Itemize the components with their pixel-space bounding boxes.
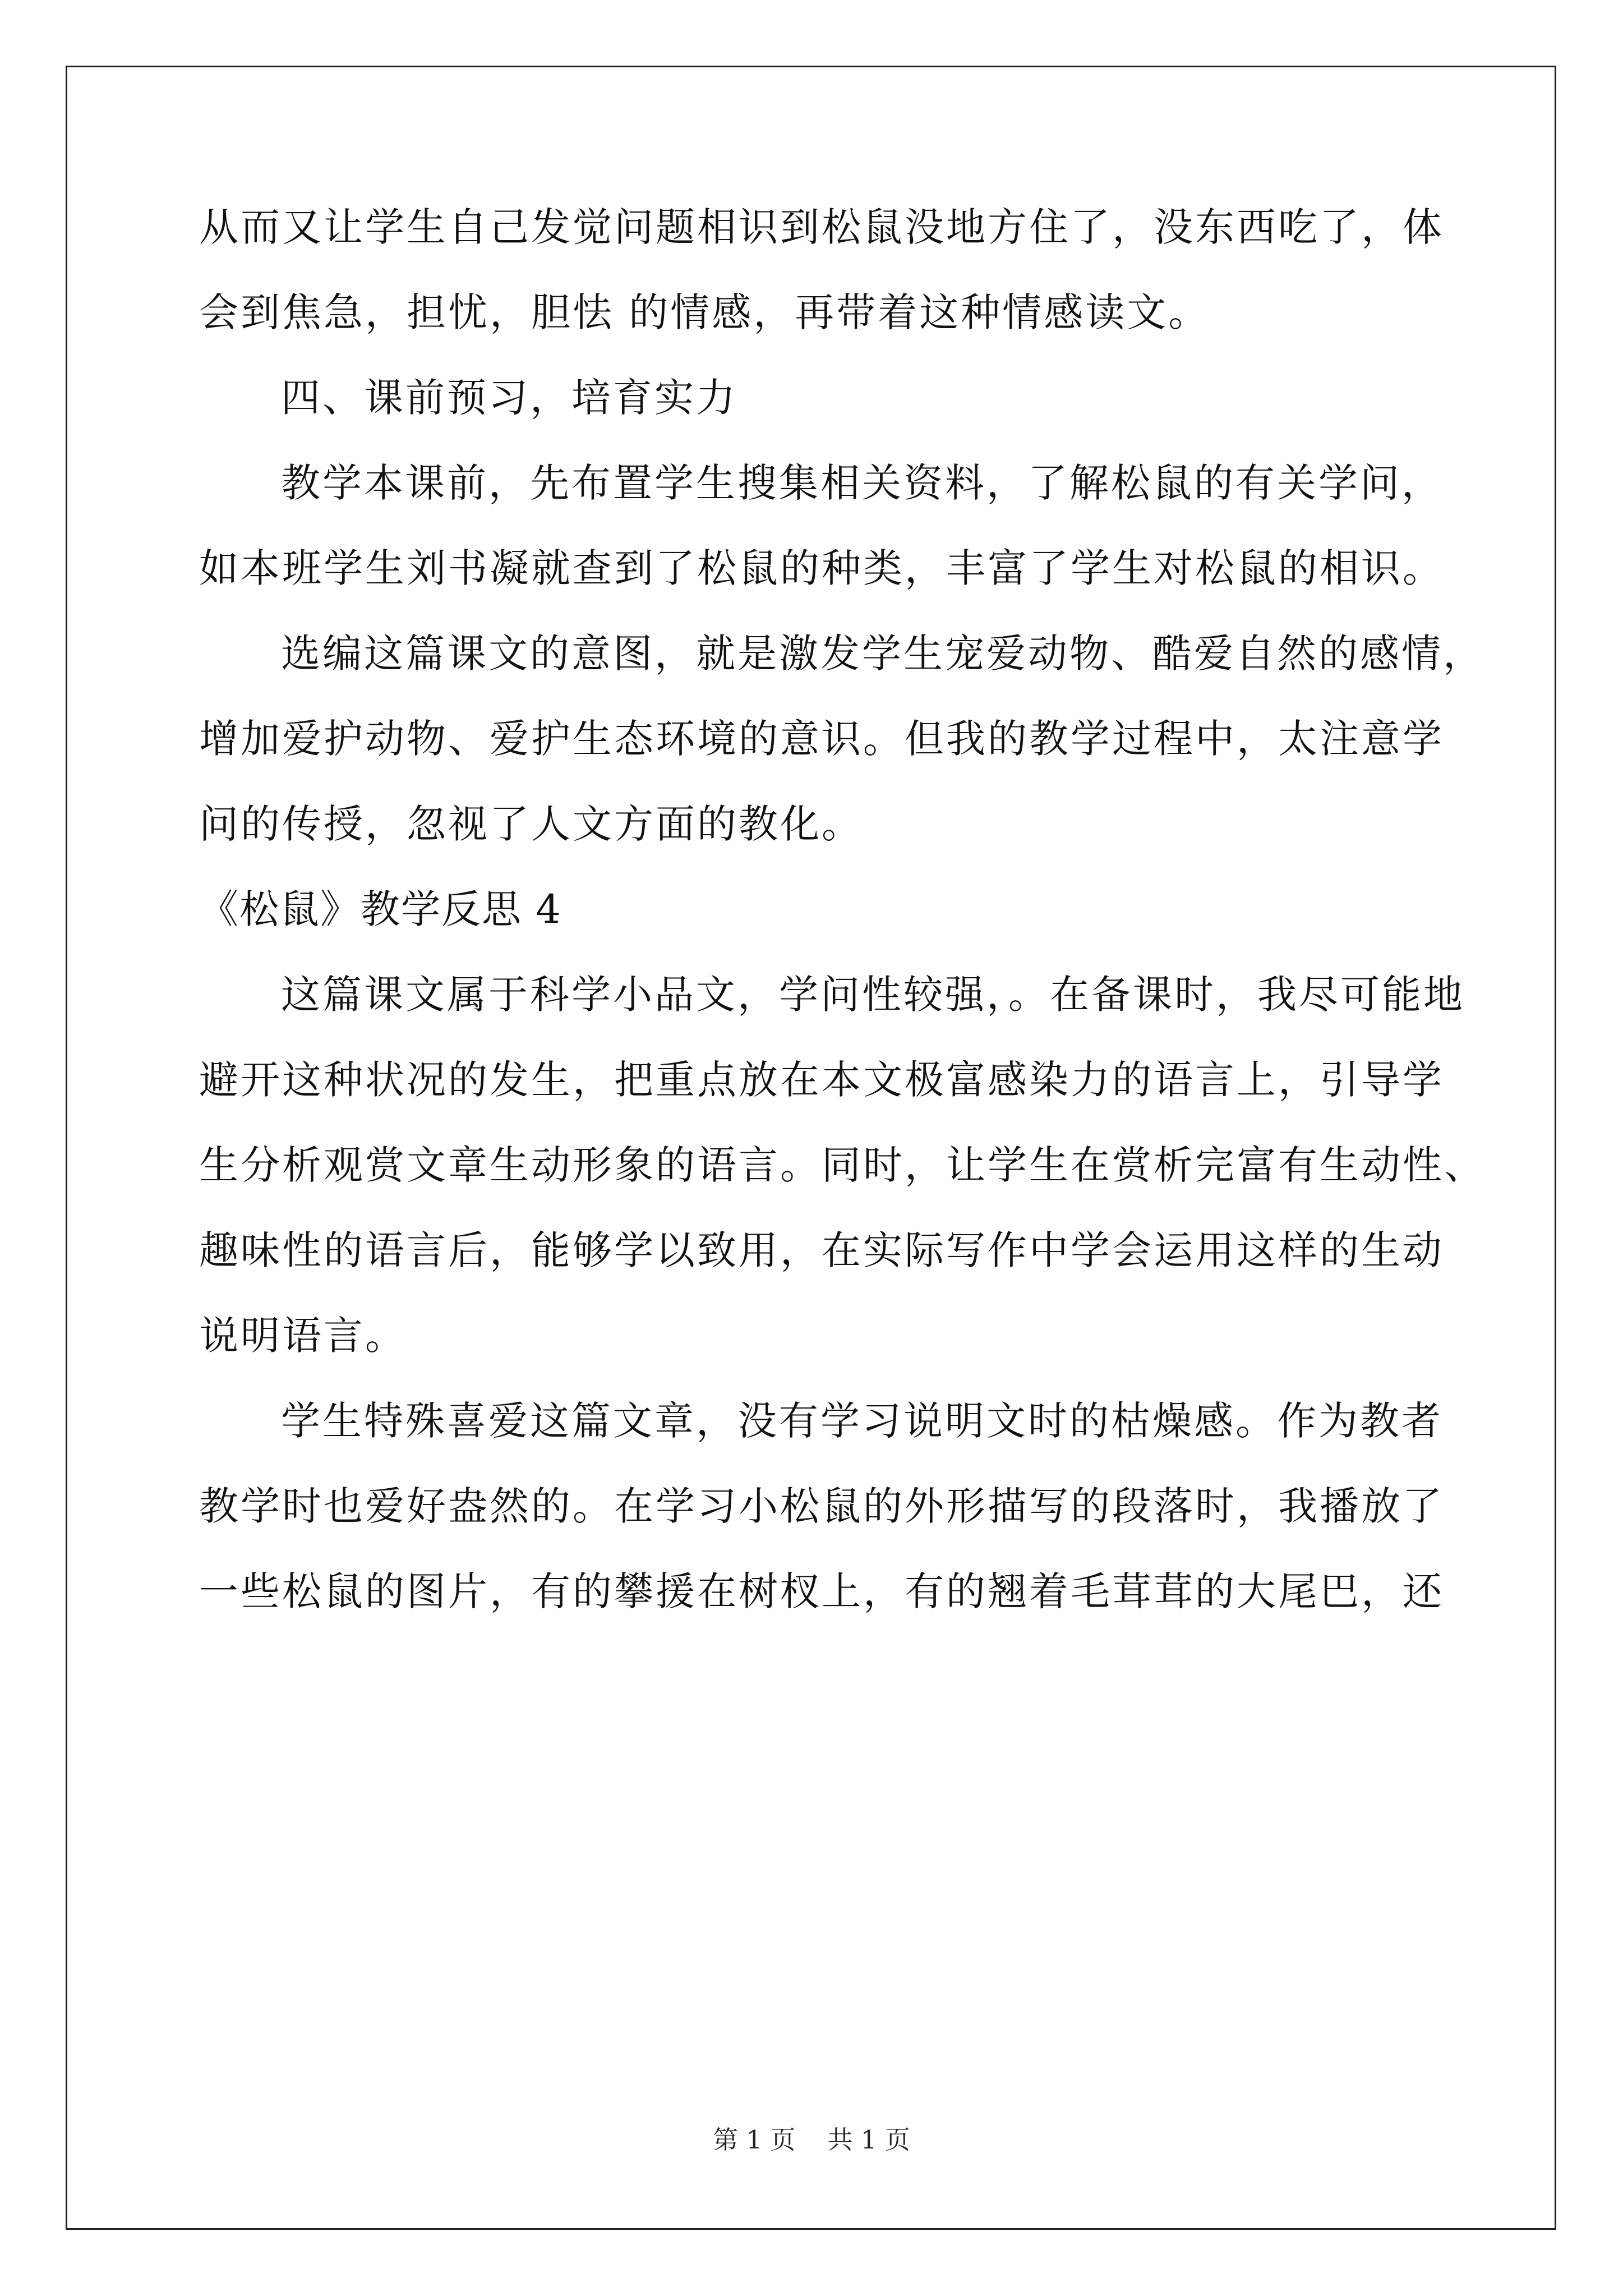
- text-line-14: 说明语言。: [199, 1313, 407, 1359]
- text-line-15: 学生特殊喜爱这篇文章，没有学习说明文时的枯燥感。作为教者: [281, 1398, 1443, 1444]
- text-line-12: 生分析观赏文章生动形象的语言。同时，让学生在赏析完富有生动性、: [199, 1142, 1486, 1188]
- document-body: [199, 204, 1489, 1657]
- text-line-13: 趣味性的语言后，能够学以致用，在实际写作中学会运用这样的生动: [199, 1227, 1444, 1273]
- text-line-10: 这篇课文属于科学小品文，学问性较强，。在备课时，我尽可能地: [281, 972, 1465, 1018]
- text-line-17: 一些松鼠的图片，有的攀援在树杈上，有的翘着毛茸茸的大尾巴，还: [199, 1568, 1444, 1614]
- article-heading: 《松鼠》教学反思 4: [199, 886, 562, 932]
- section-heading-preview: 四、课前预习，培育实力: [281, 375, 737, 421]
- text-line-1: 从而又让学生自己发觉问题相识到松鼠没地方住了，没东西吃了，体: [199, 204, 1444, 250]
- text-line-7: 增加爱护动物、爱护生态环境的意识。但我的教学过程中，太注意学: [199, 716, 1444, 762]
- text-line-16: 教学时也爱好盎然的。在学习小松鼠的外形描写的段落时，我播放了: [199, 1483, 1444, 1529]
- text-line-8: 问的传授，忽视了人文方面的教化。: [199, 801, 863, 847]
- text-line-6: 选编这篇课文的意图，就是激发学生宠爱动物、酷爱自然的感情，: [281, 631, 1484, 677]
- text-line-2: 会到焦急，担忧，胆怯 的情感，再带着这种情感读文。: [199, 289, 1210, 335]
- text-line-5: 如本班学生刘书凝就查到了松鼠的种类，丰富了学生对松鼠的相识。: [199, 545, 1444, 591]
- page-number-footer: 第 1 页 共 1 页: [713, 2125, 910, 2155]
- text-line-4: 教学本课前，先布置学生搜集相关资料，了解松鼠的有关学问，: [281, 460, 1443, 506]
- text-line-11: 避开这种状况的发生，把重点放在本文极富感染力的语言上，引导学: [199, 1057, 1444, 1103]
